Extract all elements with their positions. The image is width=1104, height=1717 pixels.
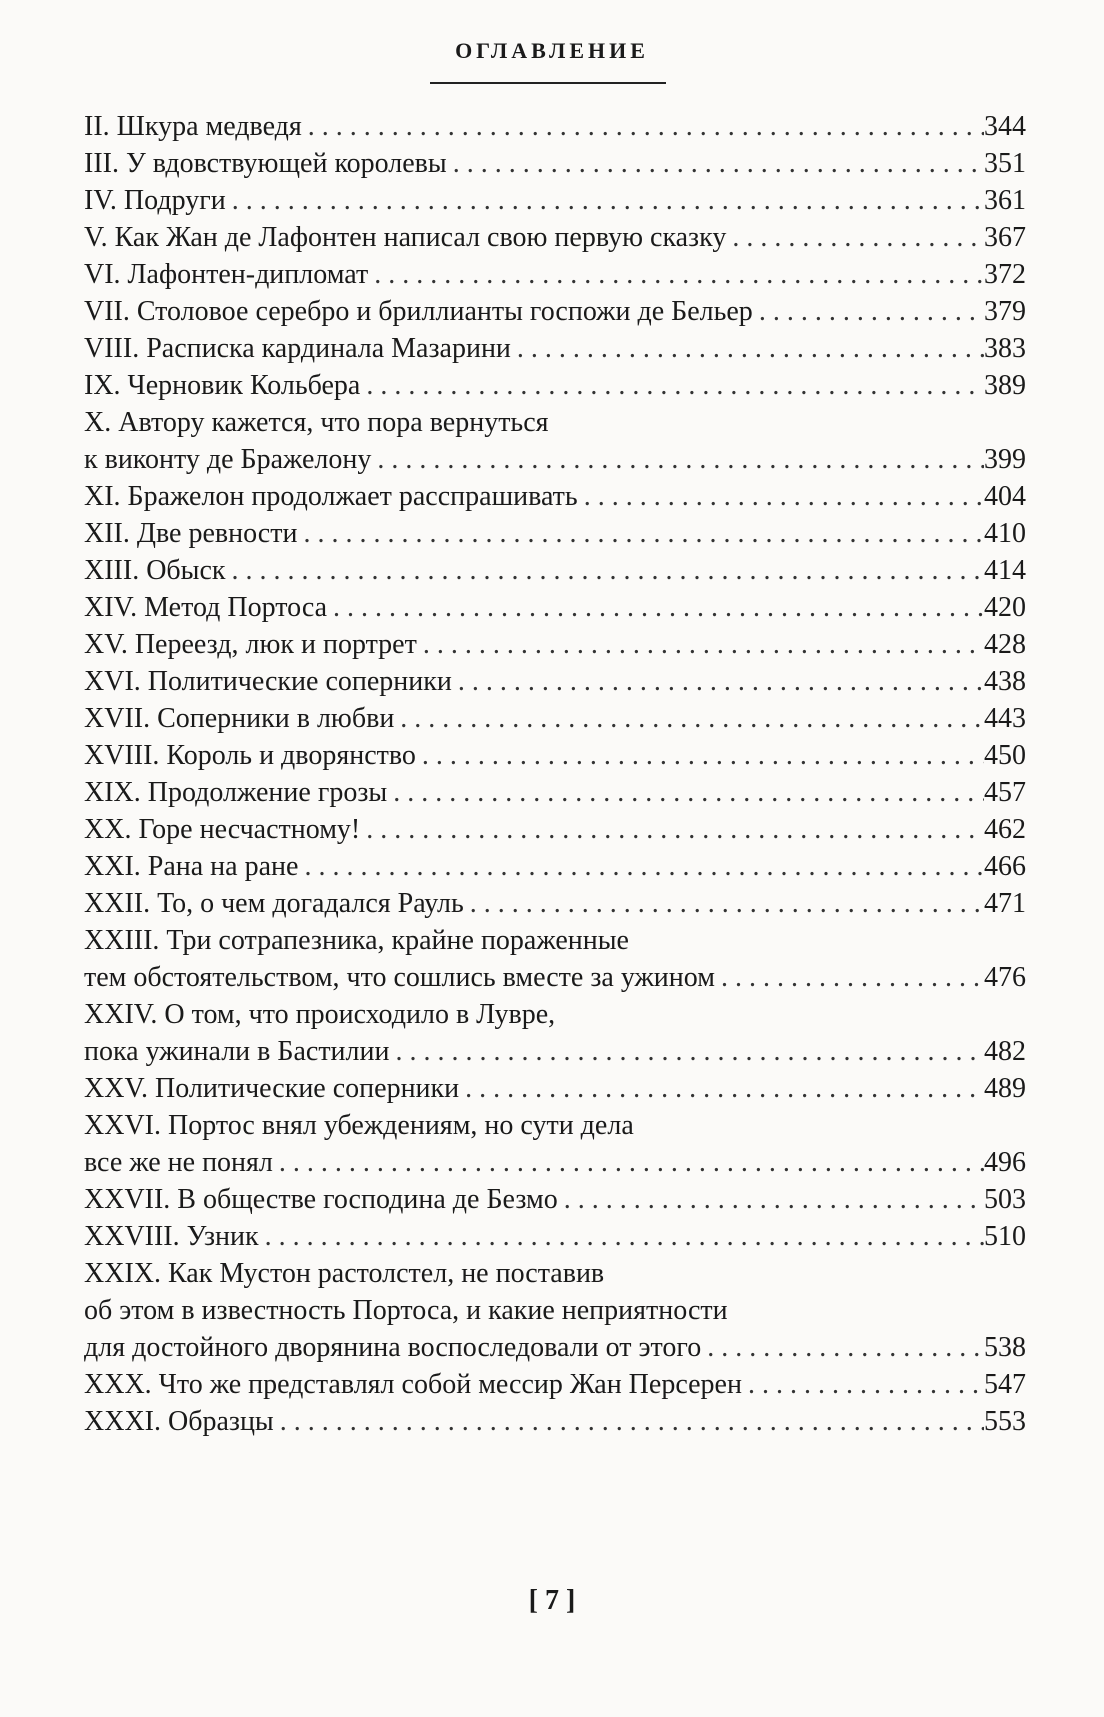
dot-leader <box>360 367 984 404</box>
dot-leader <box>578 478 984 515</box>
toc-entry <box>84 589 1026 626</box>
toc-entry <box>84 219 1026 256</box>
toc-entry-title: к виконту де Бражелону <box>84 444 372 475</box>
toc-entry-title: IX. Черновик Кольбера <box>84 370 361 401</box>
table-of-contents <box>84 108 1026 1440</box>
toc-entry <box>84 515 1026 552</box>
toc-entry-page: 361 <box>984 185 1026 216</box>
toc-entry-title: XIII. Обыск <box>84 555 226 586</box>
toc-entry-title: III. У вдовствующей королевы <box>84 148 447 179</box>
dot-leader <box>416 737 984 774</box>
dot-leader <box>715 959 984 996</box>
toc-entry <box>84 996 1026 1070</box>
dot-leader <box>701 1329 984 1366</box>
toc-entry <box>84 1366 1026 1403</box>
dot-leader <box>389 1033 984 1070</box>
toc-entry <box>84 700 1026 737</box>
toc-entry-page: 428 <box>984 629 1026 660</box>
dot-leader <box>753 293 984 330</box>
dot-leader <box>226 182 984 219</box>
dot-leader <box>302 108 984 145</box>
toc-entry-page: 383 <box>984 333 1026 364</box>
toc-entry-page: 476 <box>984 962 1026 993</box>
toc-entry-title: все же не понял <box>84 1147 273 1178</box>
dot-leader <box>726 219 984 256</box>
toc-entry <box>84 811 1026 848</box>
dot-leader <box>394 700 984 737</box>
toc-entry-title: XX. Горе несчастному! <box>84 814 361 845</box>
dot-leader <box>511 330 984 367</box>
toc-entry <box>84 774 1026 811</box>
toc-entry-page: 496 <box>984 1147 1026 1178</box>
toc-entry-page: 389 <box>984 370 1026 401</box>
toc-entry <box>84 1403 1026 1440</box>
toc-entry-page: 471 <box>984 888 1026 919</box>
toc-entry <box>84 922 1026 996</box>
header-rule <box>430 82 666 84</box>
toc-entry-title-line: XXVI. Портос внял убеждениям, но сути дела <box>84 1110 634 1141</box>
dot-leader <box>368 256 984 293</box>
toc-entry-title: XV. Переезд, люк и портрет <box>84 629 417 660</box>
dot-leader <box>297 515 984 552</box>
toc-entry <box>84 330 1026 367</box>
toc-entry-title-line: об этом в известность Портоса, и какие неприятности <box>84 1295 728 1326</box>
toc-entry-page: 404 <box>984 481 1026 512</box>
toc-entry-page: 372 <box>984 259 1026 290</box>
dot-leader <box>371 441 984 478</box>
toc-entry-title: XXXI. Образцы <box>84 1406 274 1437</box>
toc-entry-page: 438 <box>984 666 1026 697</box>
toc-entry-page: 457 <box>984 777 1026 808</box>
dot-leader <box>298 848 984 885</box>
toc-entry <box>84 1107 1026 1181</box>
toc-entry-title-line: X. Автору кажется, что пора вернуться <box>84 407 549 438</box>
toc-entry-title: XI. Бражелон продолжает расспрашивать <box>84 481 578 512</box>
toc-entry <box>84 478 1026 515</box>
dot-leader <box>464 885 984 922</box>
toc-entry-page: 399 <box>984 444 1026 475</box>
toc-entry <box>84 145 1026 182</box>
toc-entry-title: тем обстоятельством, что сошлись вместе за ужином <box>84 962 715 993</box>
toc-entry-title: XXVIII. Узник <box>84 1221 259 1252</box>
dot-leader <box>360 811 984 848</box>
toc-entry-title: XXX. Что же представлял собой мессир Жан Персерен <box>84 1369 742 1400</box>
toc-entry-title: XXV. Политические соперники <box>84 1073 460 1104</box>
toc-entry <box>84 552 1026 589</box>
toc-entry-title: XVII. Соперники в любви <box>84 703 395 734</box>
toc-entry-title: XVIII. Король и дворянство <box>84 740 416 771</box>
toc-entry <box>84 626 1026 663</box>
toc-entry <box>84 1181 1026 1218</box>
toc-entry-page: 538 <box>984 1332 1026 1363</box>
dot-leader <box>742 1366 984 1403</box>
dot-leader <box>459 1070 984 1107</box>
toc-entry-page: 450 <box>984 740 1026 771</box>
toc-entry-title: V. Как Жан де Лафонтен написал свою первую сказку <box>84 222 727 253</box>
toc-entry <box>84 182 1026 219</box>
toc-entry-page: 482 <box>984 1036 1026 1067</box>
toc-entry-title: XVI. Политические соперники <box>84 666 452 697</box>
dot-leader <box>417 626 984 663</box>
toc-entry <box>84 404 1026 478</box>
toc-entry-page: 462 <box>984 814 1026 845</box>
toc-entry-title: XII. Две ревности <box>84 518 298 549</box>
toc-entry-title: XXI. Рана на ране <box>84 851 299 882</box>
dot-leader <box>387 774 984 811</box>
dot-leader <box>273 1144 984 1181</box>
toc-entry <box>84 1218 1026 1255</box>
toc-entry <box>84 367 1026 404</box>
toc-entry <box>84 1255 1026 1366</box>
toc-entry-page: 489 <box>984 1073 1026 1104</box>
dot-leader <box>452 663 984 700</box>
toc-entry-title-line: XXIX. Как Мустон растолстел, не поставив <box>84 1258 605 1289</box>
toc-entry <box>84 1070 1026 1107</box>
toc-entry-title: II. Шкура медведя <box>84 111 302 142</box>
page-number: [ 7 ] <box>528 1585 576 1616</box>
toc-entry-page: 344 <box>984 111 1026 142</box>
toc-entry <box>84 885 1026 922</box>
toc-entry-page: 547 <box>984 1369 1026 1400</box>
toc-entry-title-line: XXIV. О том, что происходило в Лувре, <box>84 999 556 1030</box>
toc-entry-page: 503 <box>984 1184 1026 1215</box>
dot-leader <box>226 552 984 589</box>
toc-entry <box>84 848 1026 885</box>
toc-entry-page: 414 <box>984 555 1026 586</box>
dot-leader <box>274 1403 984 1440</box>
dot-leader <box>447 145 984 182</box>
toc-entry-title: VIII. Расписка кардинала Мазарини <box>84 333 511 364</box>
toc-entry <box>84 737 1026 774</box>
dot-leader <box>558 1181 984 1218</box>
toc-entry-title: VI. Лафонтен-дипломат <box>84 259 369 290</box>
toc-entry-page: 420 <box>984 592 1026 623</box>
toc-entry-page: 443 <box>984 703 1026 734</box>
toc-entry-title-line: XXIII. Три сотрапезника, крайне пораженные <box>84 925 629 956</box>
toc-entry-page: 379 <box>984 296 1026 327</box>
toc-entry-page: 351 <box>984 148 1026 179</box>
toc-entry-page: 367 <box>984 222 1026 253</box>
toc-entry-title: IV. Подруги <box>84 185 226 216</box>
toc-entry <box>84 663 1026 700</box>
toc-entry-title: VII. Столовое серебро и бриллианты госпожи де Бельер <box>84 296 753 327</box>
toc-entry <box>84 293 1026 330</box>
toc-entry-title: XXVII. В обществе господина де Безмо <box>84 1184 558 1215</box>
toc-entry-title: для достойного дворянина воспоследовали от этого <box>84 1332 702 1363</box>
dot-leader <box>259 1218 984 1255</box>
toc-entry-title: XIX. Продолжение грозы <box>84 777 388 808</box>
toc-entry <box>84 108 1026 145</box>
toc-entry-page: 553 <box>984 1406 1026 1437</box>
toc-entry-page: 410 <box>984 518 1026 549</box>
toc-entry-page: 510 <box>984 1221 1026 1252</box>
toc-entry-page: 466 <box>984 851 1026 882</box>
page-title: ОГЛАВЛЕНИЕ <box>455 38 649 63</box>
toc-entry <box>84 256 1026 293</box>
toc-entry-title: XXII. То, о чем догадался Рауль <box>84 888 464 919</box>
dot-leader <box>327 589 984 626</box>
toc-entry-title: пока ужинали в Бастилии <box>84 1036 390 1067</box>
toc-entry-title: XIV. Метод Портоса <box>84 592 328 623</box>
